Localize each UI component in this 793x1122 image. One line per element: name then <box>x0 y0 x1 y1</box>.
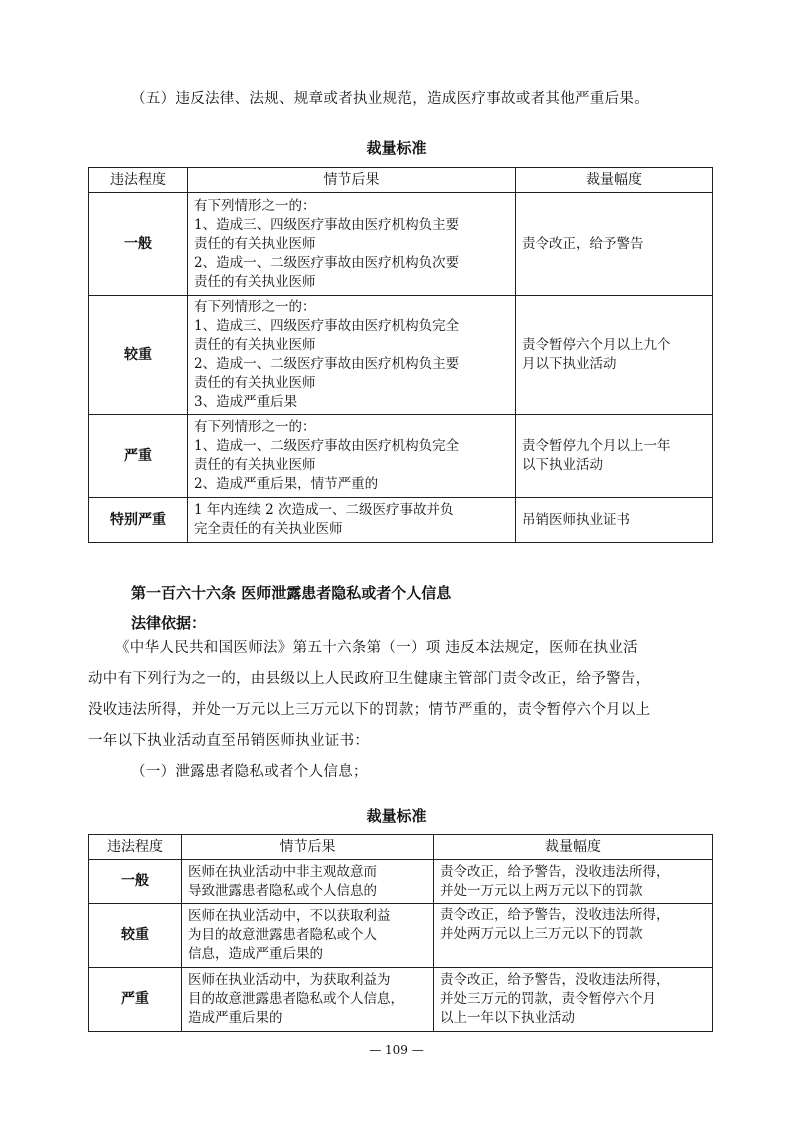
consequence-line: 有下列情形之一的： <box>194 419 316 435</box>
range-cell <box>516 193 713 296</box>
level-cell: 严重 <box>89 415 188 498</box>
table-row <box>89 193 713 296</box>
table1-title: 裁量标准 <box>366 139 427 157</box>
consequence-line: 责任的有关执业医师 <box>194 235 316 252</box>
range-line: 并处两万元以上三万元以下的罚款 <box>440 926 643 942</box>
header-consequences: 情节后果 <box>182 835 434 860</box>
consequence-line: 3、造成严重后果 <box>194 394 298 410</box>
range-cell <box>434 860 713 904</box>
header-consequences: 情节后果 <box>188 168 516 193</box>
range-line: 吊销医师执业证书 <box>522 511 630 528</box>
range-line: 并处三万元的罚款，责令暂停六个月 <box>440 991 656 1007</box>
consequence-line: 有下列情形之一的： <box>194 299 316 315</box>
range-line: 月以下执业活动 <box>522 356 617 372</box>
consequence-line: 医师在执业活动中，为获取利益为 <box>188 972 391 988</box>
range-line: 责令改正，给予警告，没收违法所得， <box>440 863 670 880</box>
range-line: 责令暂停九个月以上一年 <box>522 438 671 454</box>
basis-label: 法律依据： <box>131 614 207 632</box>
range-line: 以下执业活动 <box>522 457 603 473</box>
consequences-cell <box>182 860 434 904</box>
range-line: 以上一年以下执业活动 <box>440 1010 575 1026</box>
consequences-cell <box>188 296 516 415</box>
consequence-line: 1、造成三、四级医疗事故由医疗机构负完全 <box>194 318 460 334</box>
consequences-cell <box>188 498 516 543</box>
header-level: 违法程度 <box>89 835 182 860</box>
consequence-line: 责任的有关执业医师 <box>194 457 316 473</box>
consequence-line: 责任的有关执业医师 <box>194 375 316 391</box>
consequence-line: 1、造成一、二级医疗事故由医疗机构负完全 <box>194 438 460 454</box>
consequence-line: 医师在执业活动中，不以获取利益 <box>188 908 391 924</box>
article-item: （一）泄露患者隐私或者个人信息； <box>131 764 368 780</box>
level-cell: 特别严重 <box>89 498 188 543</box>
range-cell <box>516 498 713 543</box>
table1 <box>88 167 713 543</box>
consequence-line: 责任的有关执业医师 <box>194 273 316 290</box>
level-cell: 较重 <box>89 904 182 968</box>
range-cell <box>434 904 713 968</box>
consequence-line: 完全责任的有关执业医师 <box>194 521 343 537</box>
header-range: 裁量幅度 <box>434 835 713 860</box>
range-cell <box>516 415 713 498</box>
table-row <box>89 968 713 1032</box>
consequence-line: 医师在执业活动中非主观故意而 <box>188 863 377 880</box>
range-line: 并处一万元以上两万元以下的罚款 <box>440 882 643 899</box>
consequences-cell <box>182 904 434 968</box>
basis-line: 《中华人民共和国医师法》第五十六条第（一）项 违反本法规定，医师在执业活 <box>115 640 638 656</box>
consequence-line: 2、造成一、二级医疗事故由医疗机构负次要 <box>194 254 460 271</box>
consequence-line: 造成严重后果的 <box>188 1010 283 1026</box>
table-row <box>89 498 713 543</box>
consequences-cell <box>182 968 434 1032</box>
item-five: （五）违反法律、法规、规章或者执业规范，造成医疗事故或者其他严重后果。 <box>131 91 649 107</box>
table2 <box>88 834 713 1032</box>
consequences-cell <box>188 415 516 498</box>
consequence-line: 为目的故意泄露患者隐私或个人 <box>188 927 377 943</box>
consequence-line: 2、造成一、二级医疗事故由医疗机构负主要 <box>194 356 460 372</box>
table2-title: 裁量标准 <box>366 807 427 825</box>
level-cell: 一般 <box>89 193 188 296</box>
range-line: 责令改正，给予警告 <box>522 235 644 252</box>
table-row <box>89 296 713 415</box>
consequence-line: 有下列情形之一的： <box>194 197 316 214</box>
range-line: 责令改正，给予警告，没收违法所得， <box>440 972 670 988</box>
table1-header-row <box>89 168 713 193</box>
basis-line: 一年以下执业活动直至吊销医师执业证书： <box>88 733 370 749</box>
table-row <box>89 904 713 968</box>
consequences-cell <box>188 193 516 296</box>
header-range: 裁量幅度 <box>516 168 713 193</box>
consequence-line: 2、造成严重后果，情节严重的 <box>194 476 379 492</box>
range-line: 责令暂停六个月以上九个 <box>522 337 671 353</box>
table-row <box>89 415 713 498</box>
consequence-line: 1 年内连续 2 次造成一、二级医疗事故并负 <box>194 502 454 518</box>
level-cell: 较重 <box>89 296 188 415</box>
consequence-line: 目的故意泄露患者隐私或个人信息， <box>188 991 404 1007</box>
consequence-line: 责任的有关执业医师 <box>194 337 316 353</box>
table-row <box>89 860 713 904</box>
basis-line: 没收违法所得，并处一万元以上三万元以下的罚款；情节严重的，责令暂停六个月以上 <box>88 702 651 718</box>
article-title: 第一百六十六条 医师泄露患者隐私或者个人信息 <box>131 584 452 602</box>
level-cell: 严重 <box>89 968 182 1032</box>
basis-line: 动中有下列行为之一的，由县级以上人民政府卫生健康主管部门责令改正，给予警告， <box>88 671 651 687</box>
consequence-line: 1、造成三、四级医疗事故由医疗机构负主要 <box>194 216 460 233</box>
page-number: — 109 — <box>369 1043 424 1057</box>
range-line: 责令改正，给予警告，没收违法所得， <box>440 907 670 923</box>
table2-header-row <box>89 835 713 860</box>
level-cell: 一般 <box>89 860 182 904</box>
range-cell <box>434 968 713 1032</box>
consequence-line: 导致泄露患者隐私或个人信息的 <box>188 882 377 899</box>
consequence-line: 信息，造成严重后果的 <box>188 946 323 962</box>
header-level: 违法程度 <box>89 168 188 193</box>
range-cell <box>516 296 713 415</box>
